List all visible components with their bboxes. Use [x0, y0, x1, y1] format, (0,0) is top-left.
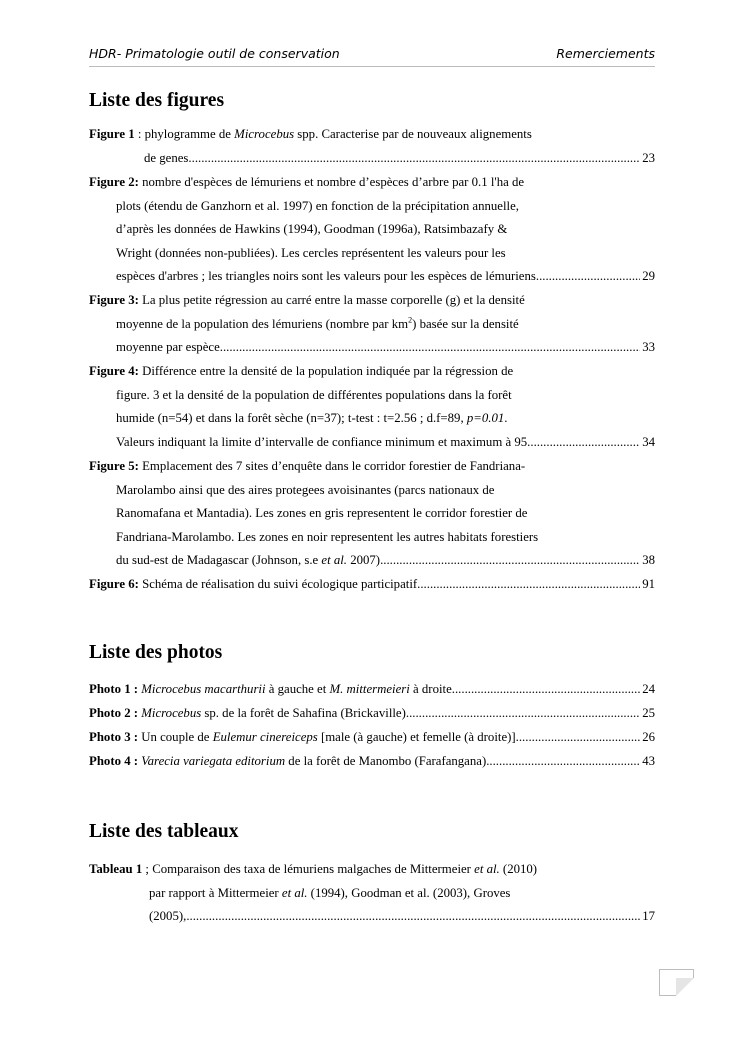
photo-2-page: 25	[642, 706, 655, 720]
leader-dots	[452, 678, 640, 702]
photo-1-label: Photo 1 :	[89, 682, 139, 696]
figure-5-page: 38	[642, 553, 655, 567]
leader-dots	[380, 549, 640, 573]
figures-heading: Liste des figures	[89, 90, 225, 111]
photo-2-entry[interactable]: Photo 2 : Microcebus sp. de la forêt de Sahafina (Brickaville). ..... 25	[89, 702, 655, 726]
figure-2-label: Figure 2:	[89, 175, 139, 189]
figure-6-label: Figure 6:	[89, 577, 139, 591]
leader-dots	[188, 147, 640, 171]
photo-4-entry[interactable]: Photo 4 : Varecia variegata editorium de la forêt de Manombo (Farafangana) ..... 43	[89, 750, 655, 774]
page-number-box	[659, 969, 694, 996]
page-fold-corner	[676, 978, 694, 996]
leader-dots	[539, 265, 640, 289]
tableaux-heading: Liste des tableaux	[89, 821, 239, 842]
figure-5-entry[interactable]: Figure 5: Emplacement des 7 sites d’enquête dans le corridor forestier de Fandriana- Marolambo ainsi que des aires protegees avoisinantes (parcs nationaux de Ranomafana et Mantadia). Les zones en gris representent le corridor forestier de Fandriana-Marolambo. Les zones en noir representent les autres habitats forestiers du sud-est de Madagascar (Johnson, s.e et al. 2007) ..... 38	[89, 455, 655, 573]
figure-4-page: 34	[642, 434, 655, 449]
photo-4-label: Photo 4 :	[89, 754, 139, 768]
header-title: HDR- Primatologie outil de conservation	[89, 46, 340, 61]
header-section: Remerciements	[556, 46, 655, 61]
photo-1-page: 24	[642, 682, 655, 696]
figure-5-label: Figure 5:	[89, 459, 139, 473]
figure-6-entry[interactable]: Figure 6: Schéma de réalisation du suivi écologique participatif ..... 91	[89, 573, 655, 597]
tableau-1-page: 17	[642, 909, 655, 923]
figure-2-page: 29	[642, 269, 655, 283]
figure-1-label: Figure 1	[89, 127, 135, 141]
figure-4-entry[interactable]: Figure 4: Différence entre la densité de la population indiquée par la régression de figure. 3 et la densité de la population de différentes populations dans la forêt humide (n=54) et dans la forêt sèche (n=37); t-test : t=2.56 ; d.f=89, p=0.01. Valeurs indiquant la limite d’intervalle de confiance minimum et maximum à 95 ..... 34	[89, 360, 655, 454]
photo-2-label: Photo 2 :	[89, 706, 139, 720]
photos-heading: Liste des photos	[89, 642, 223, 663]
running-header	[89, 44, 655, 67]
figure-1-page: 23	[642, 150, 655, 165]
figure-1-entry[interactable]: Figure 1 : phylogramme de Microcebus spp. Caracterise par de nouveaux alignements de genes ..... 23	[89, 123, 655, 170]
photo-3-label: Photo 3 :	[89, 730, 139, 744]
figure-4-label: Figure 4:	[89, 364, 139, 378]
leader-dots	[220, 336, 640, 360]
page-number: i	[675, 977, 678, 986]
leader-dots	[417, 573, 640, 597]
tableau-1-label: Tableau 1	[89, 862, 143, 876]
photo-3-page: 26	[642, 730, 655, 744]
leader-dots	[486, 750, 640, 774]
figure-3-entry[interactable]: Figure 3: La plus petite régression au carré entre la masse corporelle (g) et la densité moyenne de la population des lémuriens (nombre par $km^2$) basée sur la densité moyenne par espèce ..... 33	[89, 289, 655, 360]
leader-dots	[186, 905, 640, 929]
photo-1-entry[interactable]: Photo 1 : Microcebus macarthurii à gauche et M. mittermeieri à droite ..... 24	[89, 678, 655, 702]
figure-6-page: 91	[642, 577, 655, 591]
figure-2-entry[interactable]: Figure 2: nombre d'espèces de lémuriens et nombre d’espèces d’arbre par 0.1 l'ha de plots (étendu de Ganzhorn et al. 1997) en fonction de la précipitation annuelle, d’après les données de Hawkins (1994), Goodman (1996a), Ratsimbazafy & Wright (données non-publiées). Les cercles représentent les valeurs pour les espèces d'arbres ; les triangles noirs sont les valeurs pour les espèces de lémuriens. ..... 29	[89, 171, 655, 289]
leader-dots	[527, 431, 640, 455]
tableau-1-entry[interactable]: Tableau 1 ; Comparaison des taxa de lémuriens malgaches de Mittermeier et al. (2010) par rapport à Mittermeier et al. (1994), Goodman et al. (2003), Groves (2005), ..... 17	[89, 858, 655, 929]
photo-4-page: 43	[642, 754, 655, 768]
leader-dots	[516, 726, 641, 750]
leader-dots	[409, 702, 640, 726]
figure-3-label: Figure 3:	[89, 293, 139, 307]
photo-3-entry[interactable]: Photo 3 : Un couple de Eulemur cinereiceps [male (à gauche) et femelle (à droite)] ..... 26	[89, 726, 655, 750]
figure-3-page: 33	[642, 340, 655, 354]
